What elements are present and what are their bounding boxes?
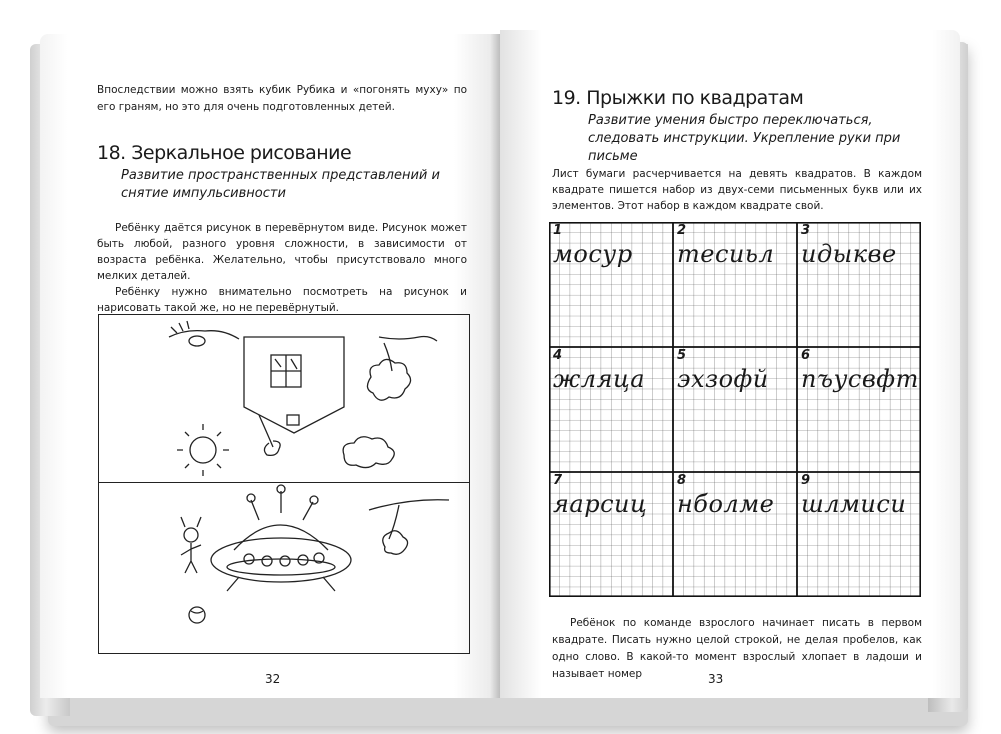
mirror-drawing-frame: [98, 314, 470, 654]
cell-number: 6: [801, 348, 811, 363]
grid-cell: [549, 347, 673, 472]
hanging-plant-icon: [369, 500, 449, 555]
left-body-text: [97, 220, 467, 316]
grid-cell: [673, 472, 797, 597]
cell-number: 9: [801, 473, 811, 488]
open-book: [28, 14, 973, 722]
right-section-subtitle: Развитие умения быстро переключаться, следовать инструкции. Укрепление руки при письме: [588, 113, 901, 164]
right-body-text: [552, 615, 922, 683]
grid-cell: [797, 472, 921, 597]
cell-cursive-word: жляца: [553, 365, 646, 393]
tree-icon: [367, 337, 437, 401]
cell-cursive-word: пъусвфт: [801, 365, 919, 393]
right-page: [500, 30, 960, 698]
branch-icon: [169, 321, 239, 346]
left-page: [40, 34, 500, 698]
cell-cursive-word: шлмиси: [801, 490, 907, 518]
left-intro-text: Впоследствии можно взять кубик Рубика и «погонять муху» по его граням, но это для очень подготовленных детей.: [97, 84, 467, 113]
cell-number: 1: [553, 223, 563, 238]
cloud-icon: [343, 437, 394, 468]
grid-cell: [797, 222, 921, 347]
ufo-icon: [211, 485, 351, 591]
cell-number: 4: [553, 348, 563, 363]
upside-down-drawings: [99, 315, 468, 652]
cell-cursive-word: эхзофй: [677, 365, 769, 393]
cell-cursive-word: яарсиц: [553, 490, 648, 518]
grid-cell: [797, 347, 921, 472]
cell-cursive-word: нболме: [677, 490, 775, 518]
upside-down-house-icon: [244, 337, 344, 455]
left-paragraph: Ребёнку даётся рисунок в перевёрнутом виде. Рисунок может быть любой, разного уровня сложности, в зависимости от возраста ребёнка. Желательно, чтобы присутствовало много мелких деталей.: [97, 222, 467, 282]
nine-square-grid: [549, 222, 921, 597]
alien-icon: [181, 517, 201, 573]
right-paragraph: Ребёнок по команде взрослого начинает писать в первом квадрате. Писать нужно целой строкой, не делая пробелов, как одно слово. В какой-то момент взрослый хлопает в ладоши и называет номер: [552, 617, 922, 680]
planet-icon: [189, 607, 205, 623]
grid-cell: [549, 222, 673, 347]
grid-cell: [549, 472, 673, 597]
right-section-title: 19. Прыжки по квадратам: [552, 87, 804, 109]
right-intro-text: Лист бумаги расчерчивается на девять квадратов. В каждом квадрате пишется набор из двух-семи письменных букв или их элементов. Этот набор в каждом квадрате свой.: [552, 168, 922, 212]
left-section-heading: [97, 142, 477, 203]
cell-number: 3: [801, 223, 811, 238]
page-number: 33: [708, 672, 724, 686]
cell-cursive-word: тесиьл: [677, 240, 775, 268]
page-number: 32: [265, 672, 281, 686]
cell-number: 2: [677, 223, 687, 238]
cell-number: 5: [677, 348, 687, 363]
left-paragraph: Ребёнку нужно внимательно посмотреть на рисунок и нарисовать такой же, но не перевёрнутый.: [97, 286, 467, 314]
cell-cursive-word: мосур: [553, 240, 633, 268]
right-section-heading: [552, 87, 932, 166]
left-section-subtitle: Развитие пространственных представлений и снятие импульсивности: [121, 168, 440, 201]
left-section-title: 18. Зеркальное рисование: [97, 142, 352, 164]
grid-cell: [673, 222, 797, 347]
grid-cell: [673, 347, 797, 472]
cell-number: 8: [677, 473, 687, 488]
cell-cursive-word: идыкве: [801, 240, 897, 268]
cell-number: 7: [553, 473, 563, 488]
sun-icon: [177, 424, 229, 476]
